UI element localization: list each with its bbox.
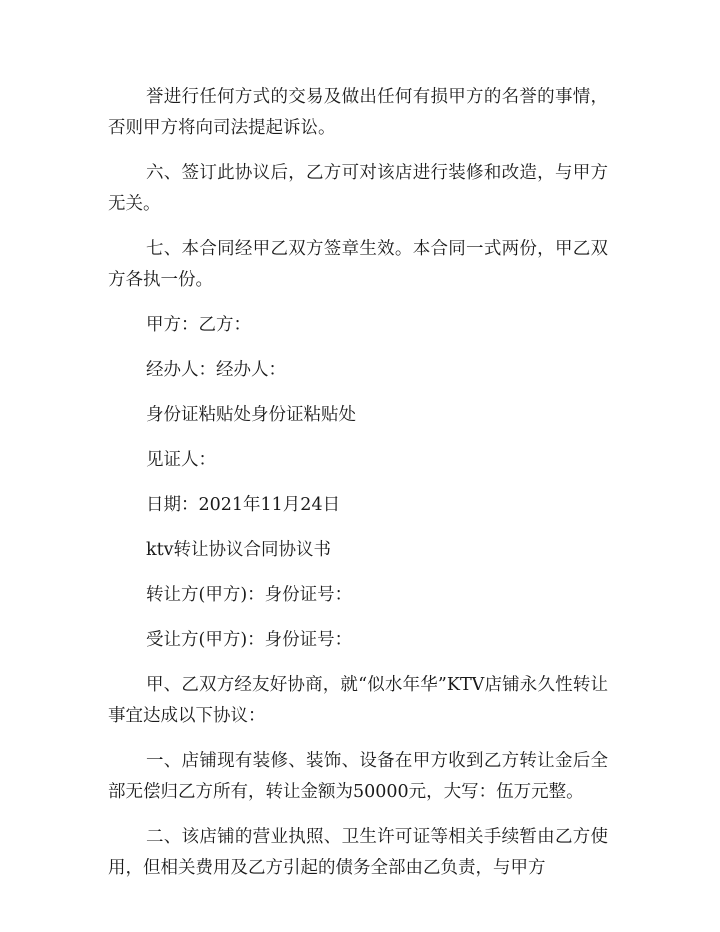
agent-line: 经办人：经办人：: [146, 360, 286, 380]
intro-paragraph: 甲、乙双方经友好协商，就“似水年华”KTV店铺永久性转让事宜达成以下协议：: [108, 675, 608, 726]
date-line: 日期：2021年11月24日: [146, 495, 341, 515]
clause-six: 六、签订此协议后，乙方可对该店进行装修和改造，与甲方无关。: [108, 163, 608, 214]
clause-two: 二、该店铺的营业执照、卫生许可证等相关手续暂由乙方使用，但相关费用及乙方引起的债务全部由乙负责，与甲方: [108, 827, 608, 878]
clause-one: 一、店铺现有装修、装饰、设备在甲方收到乙方转让金后全部无偿归乙方所有，转让金额为50000元，大写：伍万元整。: [108, 751, 608, 802]
paragraph-reputation: 誉进行任何方式的交易及做出任何有损甲方的名誉的事情，否则甲方将向司法提起诉讼。: [108, 87, 608, 138]
transferor-line: 转让方(甲方)：身份证号：: [146, 585, 353, 605]
document-body: [108, 82, 608, 898]
witness-line: 见证人：: [146, 450, 216, 470]
party-line: 甲方：乙方：: [146, 315, 251, 335]
transferee-line: 受让方(甲方)：身份证号：: [146, 630, 353, 650]
clause-seven: 七、本合同经甲乙双方签章生效。本合同一式两份，甲乙双方各执一份。: [108, 239, 608, 290]
id-card-line: 身份证粘贴处身份证粘贴处: [146, 405, 356, 425]
agreement-title: ktv转让协议合同协议书: [146, 540, 332, 560]
